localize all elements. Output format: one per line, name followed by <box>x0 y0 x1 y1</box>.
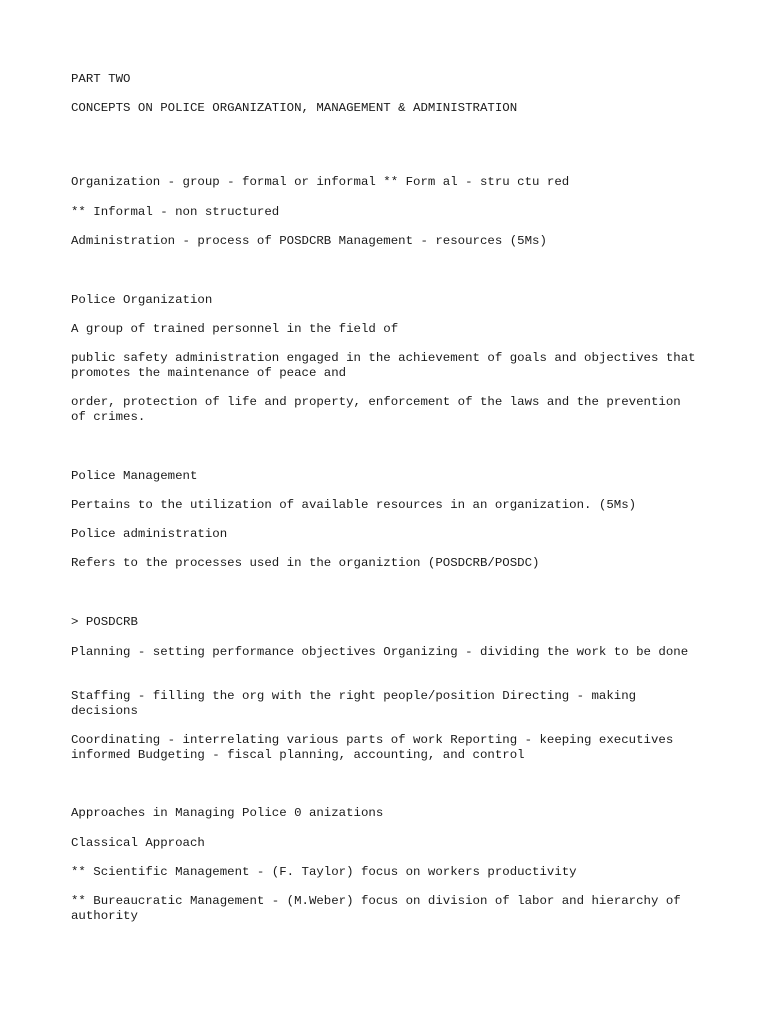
part-label: PART TWO <box>71 72 131 86</box>
police-organization-heading: Police Organization <box>71 293 213 307</box>
posdcrb-text-2: Staffing - filling the org with the right people/position Directing - making decisions <box>71 689 644 718</box>
police-organization-text-1: A group of trained personnel in the field of <box>71 322 399 336</box>
scientific-management-text: ** Scientific Management - (F. Taylor) focus on workers productivity <box>71 865 577 879</box>
posdcrb-text-1: Planning - setting performance objectives Organizing - dividing the work to be done <box>71 645 689 659</box>
posdcrb-heading: > POSDCRB <box>71 615 138 629</box>
police-management-text: Pertains to the utilization of available resources in an organization. (5Ms) <box>71 498 637 512</box>
approaches-heading: Approaches in Managing Police 0 anizations <box>71 806 384 820</box>
bureaucratic-management-text: ** Bureaucratic Management - (M.Weber) focus on division of labor and hierarchy of authority <box>71 894 689 923</box>
administration-definition: Administration - process of POSDCRB Management - resources (5Ms) <box>71 234 547 248</box>
police-organization-text-2: public safety administration engaged in the achievement of goals and objectives that promotes the maintenance of peace and <box>71 351 704 380</box>
police-organization-text-3: order, protection of life and property, enforcement of the laws and the prevention of crimes. <box>71 395 689 424</box>
document-title: CONCEPTS ON POLICE ORGANIZATION, MANAGEMENT & ADMINISTRATION <box>71 101 518 115</box>
organization-definition: Organization - group - formal or informal ** Form al - stru ctu red <box>71 175 570 189</box>
police-management-heading: Police Management <box>71 469 198 483</box>
informal-definition: ** Informal - non structured <box>71 205 280 219</box>
posdcrb-text-3: Coordinating - interrelating various parts of work Reporting - keeping executives informed Budgeting - fiscal planning, accounting, and control <box>71 733 681 762</box>
police-administration-heading: Police administration <box>71 527 228 541</box>
police-administration-text: Refers to the processes used in the organiztion (POSDCRB/POSDC) <box>71 556 540 570</box>
classical-approach-heading: Classical Approach <box>71 836 205 850</box>
